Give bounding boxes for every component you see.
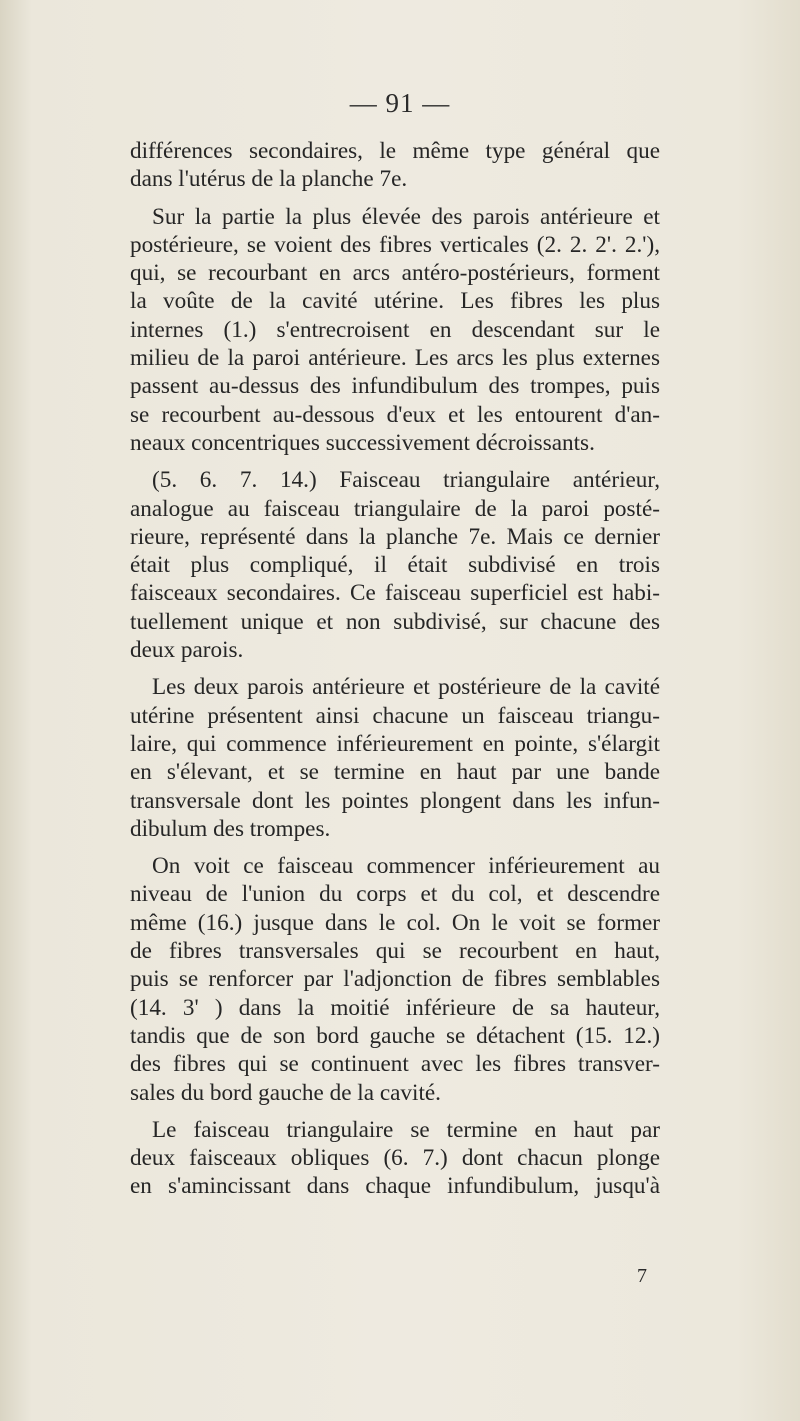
text-line: se recourbent au-dessous d'eux et les entourent d'an- xyxy=(130,401,660,428)
text-line: neaux concentriques successivement décroissants. xyxy=(130,429,595,456)
text-line: deux parois. xyxy=(130,637,244,664)
text-line: (5. 6. 7. 14.) Faisceau triangulaire antérieur, xyxy=(152,467,660,494)
text-line: dibulum des trompes. xyxy=(130,815,331,842)
paragraph xyxy=(130,852,660,1107)
text-line: puis se renforcer par l'adjonction de fibres semblables xyxy=(130,966,660,993)
paragraph xyxy=(130,673,660,843)
text-line: Sur la partie la plus élevée des parois antérieure et xyxy=(152,203,660,230)
text-line: en s'élevant, et se termine en haut par une bande xyxy=(130,759,660,786)
text-line: analogue au faisceau triangulaire de la paroi posté- xyxy=(130,495,660,522)
text-line: de fibres transversales qui se recourbent en haut, xyxy=(130,938,660,965)
text-line: Les deux parois antérieure et postérieure de la cavité xyxy=(152,674,660,701)
text-line: On voit ce faisceau commencer inférieurement au xyxy=(152,853,660,880)
text-line: qui, se recourbant en arcs antéro-postérieurs, forment xyxy=(130,260,660,287)
text-line: internes (1.) s'entrecroisent en descendant sur le xyxy=(130,316,660,343)
text-line: des fibres qui se continuent avec les fibres transver- xyxy=(130,1051,660,1078)
text-line: utérine présentent ainsi chacune un faisceau triangu- xyxy=(130,702,660,729)
text-line: dans l'utérus de la planche 7e. xyxy=(130,166,408,193)
text-line: (14. 3' ) dans la moitié inférieure de sa hauteur, xyxy=(130,994,660,1021)
text-line: transversale dont les pointes plongent dans les infun- xyxy=(130,787,660,814)
paragraph xyxy=(130,466,660,664)
text-line: niveau de l'union du corps et du col, et descendre xyxy=(130,881,660,908)
text-line: même (16.) jusque dans le col. On le voit se former xyxy=(130,909,660,936)
text-line: deux faisceaux obliques (6. 7.) dont chacun plonge xyxy=(130,1145,660,1172)
text-line: Le faisceau triangulaire se termine en haut par xyxy=(152,1116,660,1143)
text-line: était plus compliqué, il était subdivisé en trois xyxy=(130,552,660,579)
body-text xyxy=(130,137,660,1201)
paragraph xyxy=(130,203,660,458)
paragraph xyxy=(130,1116,660,1201)
text-line: rieure, représenté dans la planche 7e. Mais ce dernier xyxy=(130,523,660,550)
signature-mark: 7 xyxy=(637,1265,647,1287)
text-line: passent au-dessus des infundibulum des trompes, puis xyxy=(130,373,660,400)
text-line: sales du bord gauche de la cavité. xyxy=(130,1079,441,1106)
text-line: la voûte de la cavité utérine. Les fibres les plus xyxy=(130,288,660,315)
text-line: différences secondaires, le même type général que xyxy=(130,138,660,164)
page-number: — 91 — xyxy=(349,88,451,118)
paragraph xyxy=(130,137,660,194)
text-line: en s'amincissant dans chaque infundibulum, jusqu'à xyxy=(130,1173,660,1200)
text-line: tandis que de son bord gauche se détachent (15. 12.) xyxy=(130,1022,660,1049)
text-line: tuellement unique et non subdivisé, sur chacune des xyxy=(130,608,660,635)
text-line: laire, qui commence inférieurement en pointe, s'élargit xyxy=(130,730,660,757)
text-line: milieu de la paroi antérieure. Les arcs les plus externes xyxy=(130,345,660,372)
text-line: faisceaux secondaires. Ce faisceau superficiel est habi- xyxy=(130,580,660,607)
text-line: postérieure, se voient des fibres verticales (2. 2. 2'. 2.'), xyxy=(130,231,660,258)
